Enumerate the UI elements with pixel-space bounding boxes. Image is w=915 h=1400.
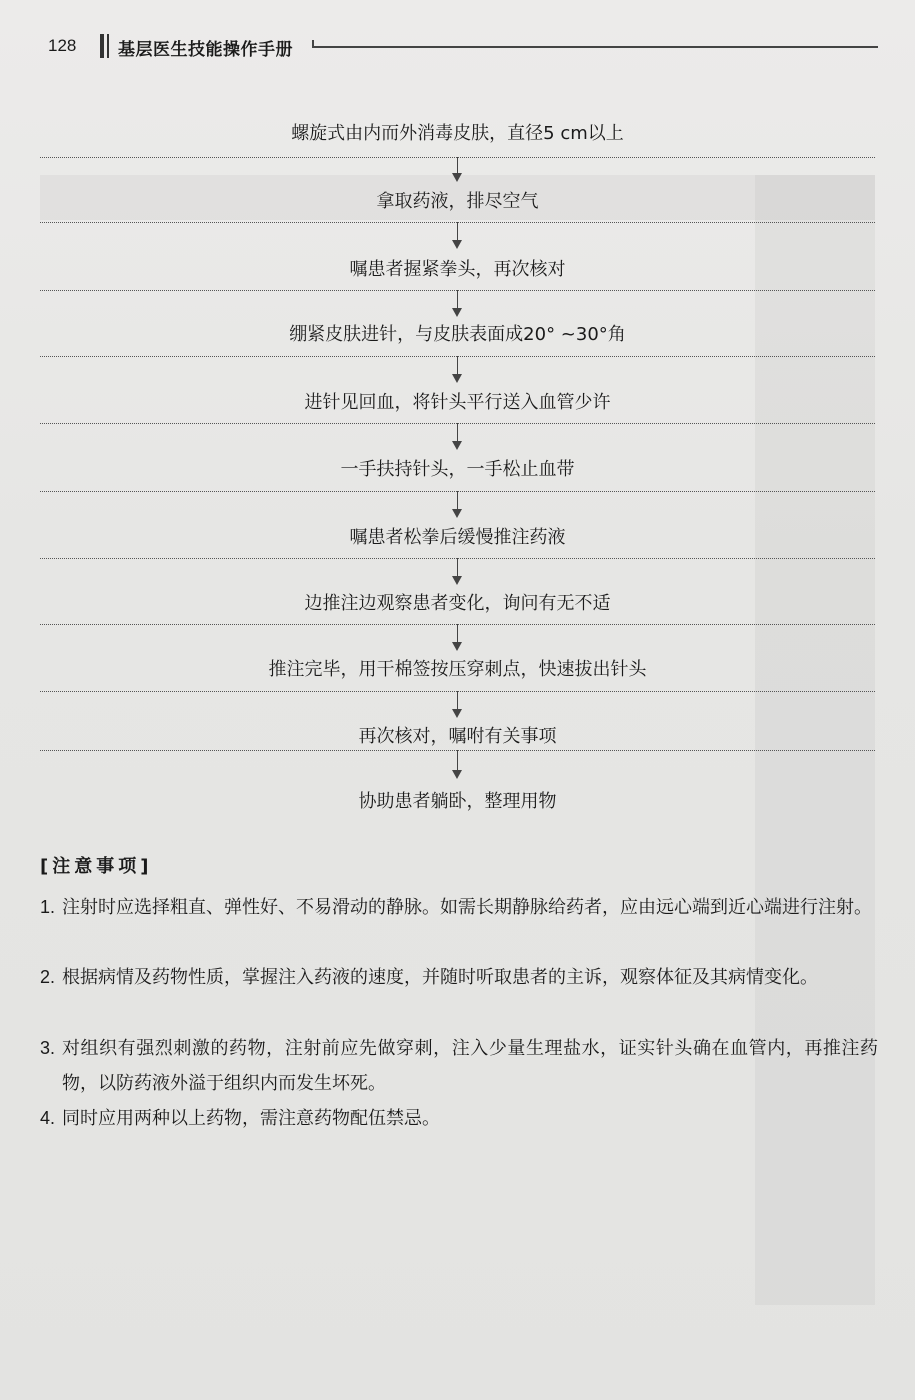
page-header bbox=[48, 32, 878, 62]
note-item bbox=[40, 960, 878, 995]
note-number: 1. bbox=[40, 897, 56, 917]
header-rule bbox=[312, 46, 878, 48]
flow-step: 绷紧皮肤进针，与皮肤表面成20° ~30°角 bbox=[289, 324, 626, 345]
note-number: 2. bbox=[40, 967, 56, 987]
header-divider bbox=[100, 34, 104, 58]
flow-step: 拿取药液，排尽空气 bbox=[376, 191, 539, 212]
flow-divider bbox=[40, 750, 875, 751]
flow-step: 协助患者躺卧，整理用物 bbox=[358, 791, 557, 812]
notes-title: [注意事项] bbox=[40, 856, 153, 877]
flow-divider bbox=[40, 356, 875, 357]
flow-step: 一手扶持针头，一手松止血带 bbox=[340, 459, 575, 480]
flow-divider bbox=[40, 624, 875, 625]
note-item bbox=[40, 1031, 878, 1101]
flow-step: 再次核对，嘱咐有关事项 bbox=[358, 726, 557, 747]
book-title: 基层医生技能操作手册 bbox=[118, 40, 293, 60]
header-divider-thin bbox=[107, 34, 109, 58]
flow-divider bbox=[40, 222, 875, 223]
flow-divider bbox=[40, 558, 875, 559]
flow-step: 嘱患者握紧拳头，再次核对 bbox=[349, 259, 566, 280]
note-number: 4. bbox=[40, 1108, 56, 1128]
flow-divider bbox=[40, 491, 875, 492]
note-item bbox=[40, 1101, 878, 1136]
flow-divider bbox=[40, 423, 875, 424]
flow-divider bbox=[40, 691, 875, 692]
flow-divider bbox=[40, 157, 875, 158]
note-text: 根据病情及药物性质，掌握注入药液的速度，并随时听取患者的主诉，观察体征及其病情变化。 bbox=[62, 967, 818, 988]
flow-step: 进针见回血，将针头平行送入血管少许 bbox=[304, 392, 611, 413]
flow-divider bbox=[40, 290, 875, 291]
note-item bbox=[40, 890, 878, 925]
note-text: 同时应用两种以上药物，需注意药物配伍禁忌。 bbox=[62, 1108, 440, 1129]
flow-step: 边推注边观察患者变化，询问有无不适 bbox=[304, 593, 611, 614]
note-number: 3. bbox=[40, 1038, 56, 1058]
flow-step: 推注完毕，用干棉签按压穿刺点，快速拔出针头 bbox=[268, 659, 647, 680]
flow-step: 嘱患者松拳后缓慢推注药液 bbox=[349, 527, 566, 548]
page-number: 128 bbox=[48, 36, 77, 55]
note-text: 注射时应选择粗直、弹性好、不易滑动的静脉。如需长期静脉给药者，应由远心端到近心端进行注射。 bbox=[62, 897, 872, 918]
note-text: 对组织有强烈刺激的药物，注射前应先做穿刺，注入少量生理盐水，证实针头确在血管内，再推注药物，以防药液外溢于组织内而发生坏死。 bbox=[62, 1038, 878, 1094]
flow-step: 螺旋式由内而外消毒皮肤，直径5 cm以上 bbox=[291, 123, 624, 144]
